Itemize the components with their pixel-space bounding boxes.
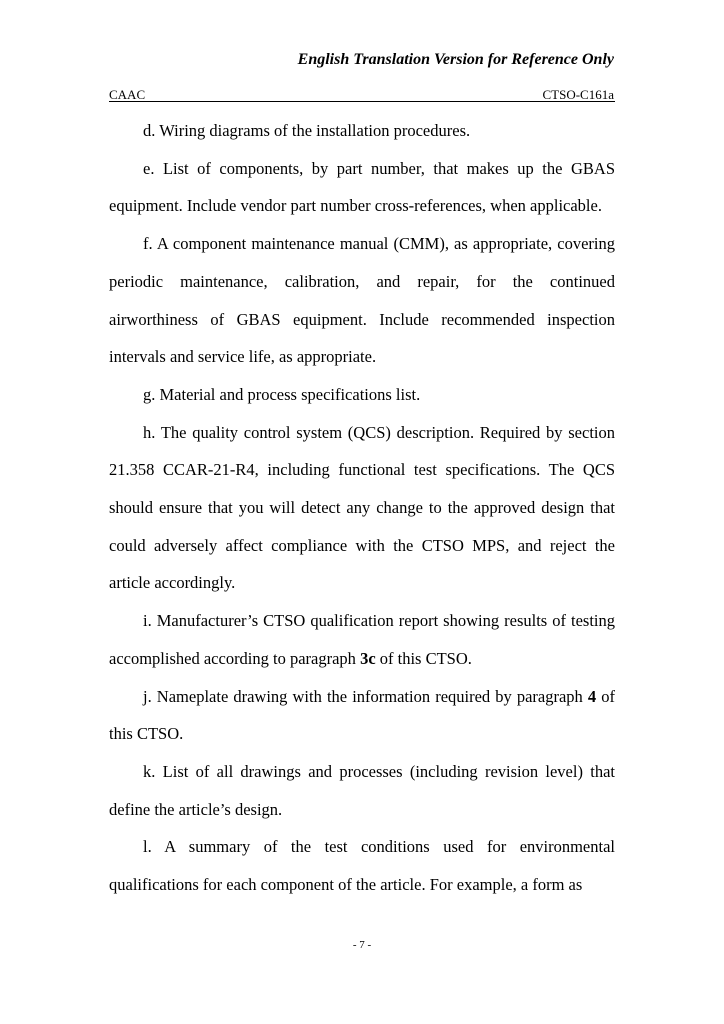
paragraph-i-tail: of this CTSO. <box>375 648 472 668</box>
paragraph-j <box>109 678 615 753</box>
header-document-id: CTSO-C161a <box>542 87 614 102</box>
paragraph-d: d. Wiring diagrams of the installation procedures. <box>143 121 471 140</box>
page-number: - 7 - <box>352 939 372 951</box>
paragraph-k: k. List of all drawings and processes (including revision level) that define the article’s design. <box>109 761 615 819</box>
translation-banner: English Translation Version for Reference Only <box>297 51 614 68</box>
paragraph-j-text: j. Nameplate drawing with the information required by paragraph <box>143 686 588 706</box>
paragraph-e: e. List of components, by part number, that makes up the GBAS equipment. Include vendor part number cross-references, when applicable. <box>109 158 615 216</box>
header-divider <box>109 101 615 102</box>
paragraph-f: f. A component maintenance manual (CMM), as appropriate, covering periodic maintenance, calibration, and repair, for the continued airworthiness of GBAS equipment. Include recommended inspection intervals and service life, as appropriate. <box>109 234 615 367</box>
document-body <box>109 112 615 904</box>
header-agency: CAAC <box>109 87 146 102</box>
paragraph-i <box>109 602 615 677</box>
paragraph-h: h. The quality control system (QCS) description. Required by section 21.358 CCAR-21-R4, including functional test specifications. The QCS should ensure that you will detect any change to the approved design that could adversely affect compliance with the CTSO MPS, and reject the article accordingly. <box>109 422 615 593</box>
paragraph-i-text: i. Manufacturer’s CTSO qualification report showing results of testing accomplished according to paragraph <box>109 611 615 668</box>
paragraph-g: g. Material and process specifications list. <box>143 384 421 404</box>
paragraph-j-tail: of this CTSO. <box>109 686 615 744</box>
paragraph-reference: 3c <box>360 648 376 668</box>
paragraph-l: l. A summary of the test conditions used for environmental qualifications for each component of the article. For example, a form as <box>109 837 615 895</box>
paragraph-reference: 4 <box>587 686 597 706</box>
